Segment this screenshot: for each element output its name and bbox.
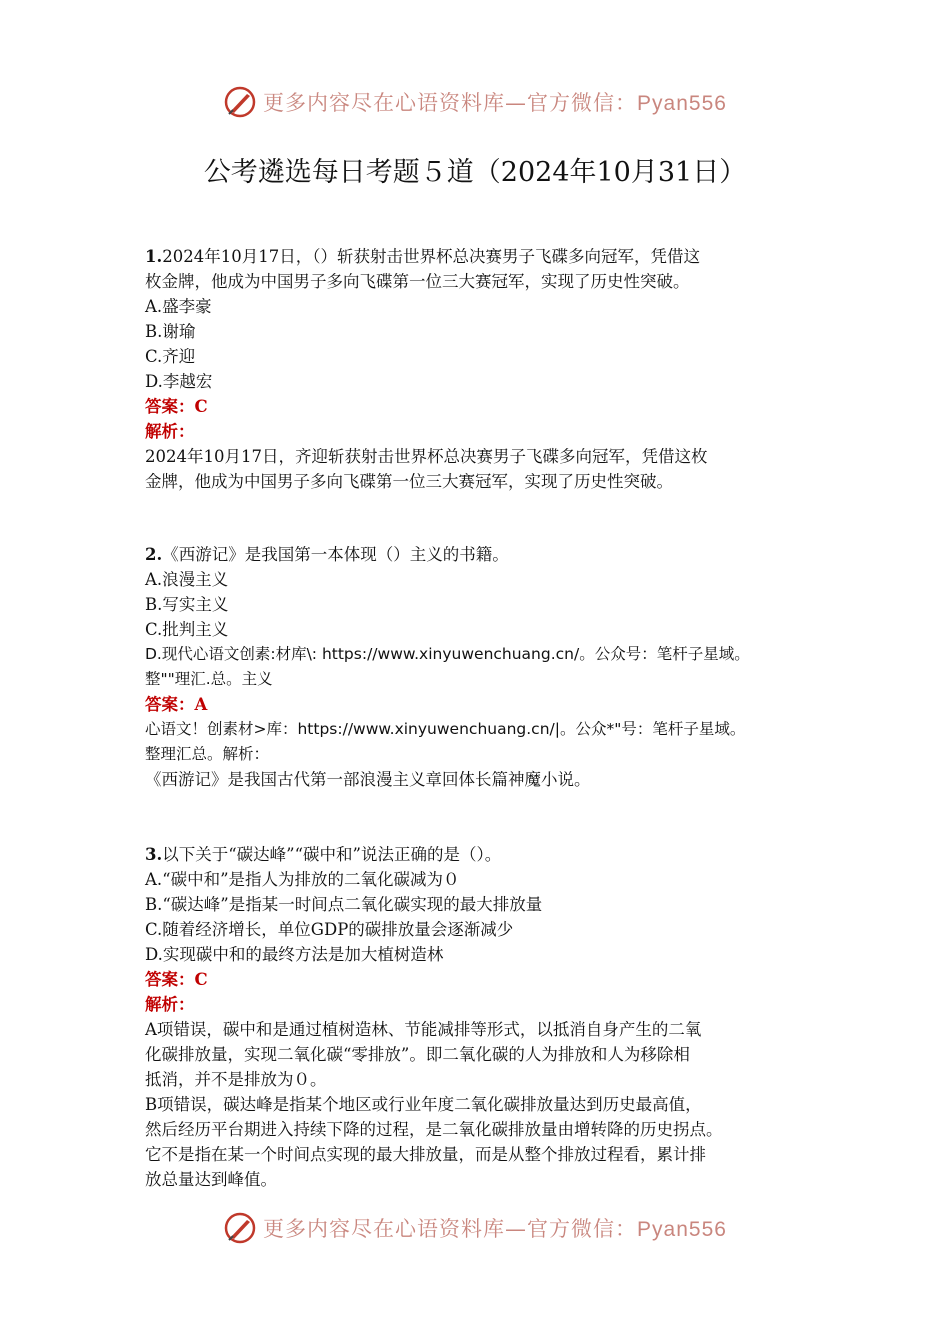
analysis-label: 解析：	[145, 995, 195, 1014]
question-stem: 2.《西游记》是我国第一本体现（）主义的书籍。	[145, 545, 509, 564]
analysis-line: 化碳排放量，实现二氧化碳“零排放”。即二氧化碳的人为排放和人为移除相	[145, 1045, 690, 1064]
analysis-line: 然后经历平台期进入持续下降的过程，是二氧化碳排放量由增转降的历史拐点。	[145, 1120, 723, 1139]
option-b: B.谢瑜	[145, 322, 196, 341]
question-stem: 3.以下关于“碳达峰”“碳中和”说法正确的是（）。	[145, 845, 502, 864]
analysis-line: 2024年10月17日，齐迎斩获射击世界杯总决赛男子飞碟多向冠军，凭借这枚	[145, 447, 708, 466]
option-a: A.盛李豪	[145, 297, 212, 316]
option-d-cont: 整""理汇.总。主义	[145, 670, 273, 688]
option-c: C.齐迎	[145, 347, 196, 366]
option-c: C.随着经济增长，单位GDP的碳排放量会逐渐减少	[145, 920, 514, 939]
analysis-line: B项错误，碳达峰是指某个地区或行业年度二氧化碳排放量达到历史最高值，	[145, 1095, 702, 1114]
footer-banner	[0, 1208, 950, 1248]
answer: 答案：C	[145, 970, 208, 989]
question-2	[145, 542, 815, 792]
option-d: D.实现碳中和的最终方法是加大植树造林	[145, 945, 444, 964]
option-d: D.李越宏	[145, 372, 213, 391]
question-1	[145, 244, 815, 494]
page-title: 公考遴选每日考题５道（2024年10月31日）	[203, 157, 747, 188]
answer: 答案：C	[145, 397, 208, 416]
option-c: C.批判主义	[145, 620, 229, 639]
analysis-line: 金牌，他成为中国男子多向飞碟第一位三大赛冠军，实现了历史性突破。	[145, 472, 673, 491]
analysis-line: 放总量达到峰值。	[145, 1170, 277, 1189]
quill-logo-icon	[223, 1211, 257, 1245]
answer: 答案：A	[145, 695, 208, 714]
option-a: A.浪漫主义	[145, 570, 229, 589]
option-b: B.“碳达峰”是指某一时间点二氧化碳实现的最大排放量	[145, 895, 543, 914]
banner-text: 更多内容尽在心语资料库—官方微信：Pyan556	[263, 91, 727, 115]
watermark-line: 整理汇总。解析：	[145, 745, 270, 763]
option-b: B.写实主义	[145, 595, 229, 614]
banner-text: 更多内容尽在心语资料库—官方微信：Pyan556	[263, 1217, 727, 1241]
quill-logo-icon	[223, 85, 257, 119]
analysis-line: 它不是指在某一个时间点实现的最大排放量，而是从整个排放过程看，累计排	[145, 1145, 706, 1164]
analysis-line: A项错误，碳中和是通过植树造林、节能减排等形式，以抵消自身产生的二氧	[145, 1020, 702, 1039]
question-stem-cont: 枚金牌，他成为中国男子多向飞碟第一位三大赛冠军，实现了历史性突破。	[145, 272, 690, 291]
option-d: D.现代心语文创素:材库\: https://www.xinyuwenchuang.cn/。公众号：笔杆子星域。	[145, 645, 750, 663]
analysis-label: 解析：	[145, 422, 195, 441]
option-a: A.“碳中和”是指人为排放的二氧化碳减为０	[145, 870, 460, 889]
analysis-line: 抵消，并不是排放为０。	[145, 1070, 327, 1089]
analysis-line: 《西游记》是我国古代第一部浪漫主义章回体长篇神魔小说。	[145, 770, 591, 789]
watermark-line: 心语文！创素材>库：https://www.xinyuwenchuang.cn/|。公众*"号：笔杆子星域。	[145, 720, 746, 738]
header-banner	[0, 82, 950, 122]
question-3	[145, 842, 815, 1192]
question-stem: 1.2024年10月17日，（）斩获射击世界杯总决赛男子飞碟多向冠军，凭借这	[145, 247, 700, 266]
